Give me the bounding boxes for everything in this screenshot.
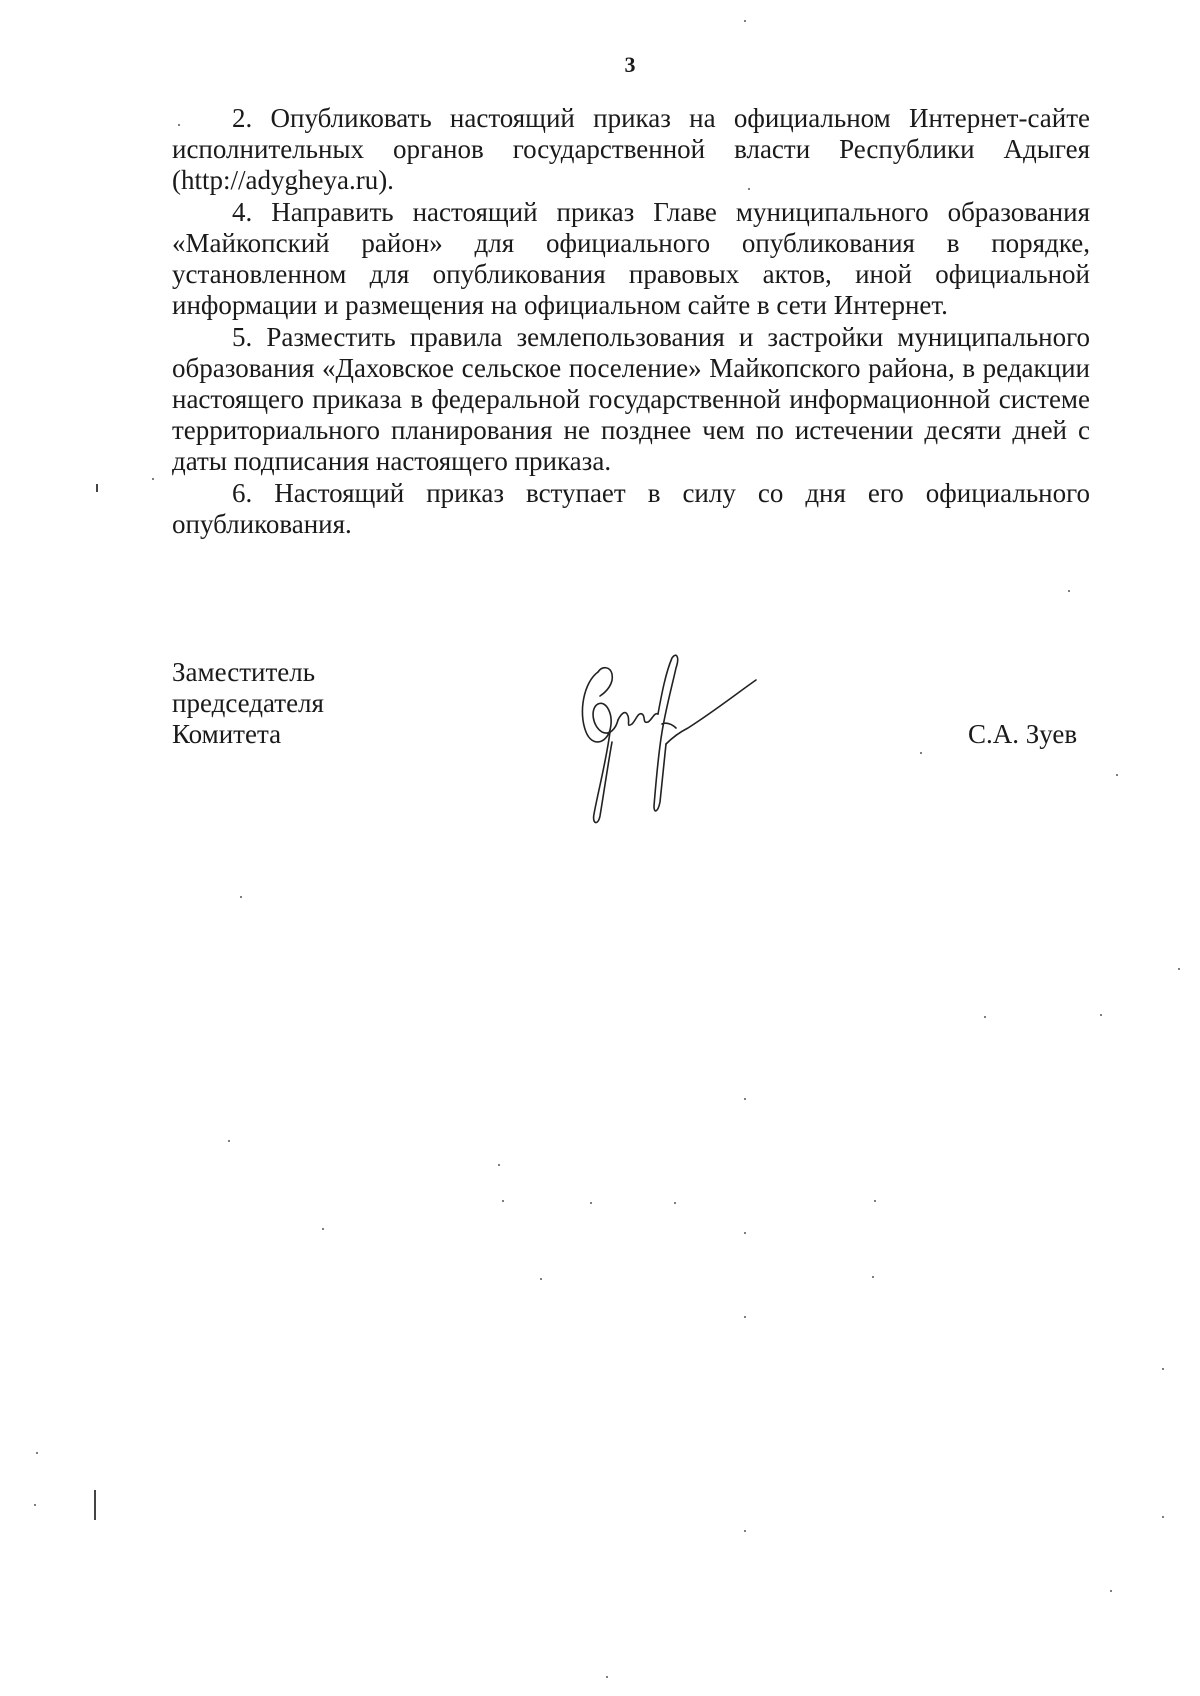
scan-speck [606,1676,608,1678]
scan-speck [744,1530,746,1532]
scan-speck [748,188,750,190]
scan-speck [744,1098,746,1100]
scan-speck [744,1232,746,1234]
scan-mark [96,484,98,492]
signer-name: С.А. Зуев [968,719,1078,749]
scan-speck [674,1202,676,1204]
scan-speck [502,1200,504,1202]
scan-speck [1162,1516,1164,1518]
scan-speck [1068,590,1070,592]
scan-speck [152,478,154,480]
signer-title-line: Комитета [172,719,282,749]
scan-speck [1178,968,1180,970]
scan-speck [34,1504,36,1506]
handwritten-signature [576,652,776,852]
document-body [172,103,1090,541]
signer-title [172,657,324,750]
scan-speck [984,1016,986,1018]
scan-speck [36,1452,38,1454]
scan-speck [228,1140,230,1142]
scan-speck [874,1200,876,1202]
paragraph-place-rules: 5. Разместить правила землепользования и застройки муниципального образования «Даховское сельское поселение» Майкопского района, в редакции настоящего приказа в федеральной государственной информационной системе территориального планирования не позднее чем по истечении десяти дней с даты подписания настоящего приказа. [172,322,1090,476]
scan-speck [1100,1014,1102,1016]
scan-speck [744,20,746,22]
paragraph-send-to-head: 4. Направить настоящий приказ Главе муниципального образования «Майкопский район» для официального опубликования в порядке, установленном для опубликования правовых актов, иной официальной информации и размещения на официальном сайте в сети Интернет. [172,197,1090,320]
page-number: 3 [624,52,636,77]
scan-speck [1110,1590,1112,1592]
scan-speck [920,752,922,754]
scan-speck [178,124,180,126]
signer-title-line: председателя [172,688,324,718]
paragraph-publish-website: 2. Опубликовать настоящий приказ на официальном Интернет-сайте исполнительных органов государственной власти Республики Адыгея (http://adygheya.ru). [172,103,1090,195]
scan-speck [590,1202,592,1204]
scan-speck [872,1276,874,1278]
scan-speck [240,896,242,898]
scan-speck [498,1164,500,1166]
signer-title-line: Заместитель [172,657,316,687]
scan-speck [540,1278,542,1280]
scan-speck [1162,1368,1164,1370]
paragraph-effective-date: 6. Настоящий приказ вступает в силу со дня его официального опубликования. [172,478,1090,539]
scan-mark [94,1490,96,1520]
scan-speck [744,1316,746,1318]
scan-speck [322,1228,324,1230]
scan-speck [1116,774,1118,776]
